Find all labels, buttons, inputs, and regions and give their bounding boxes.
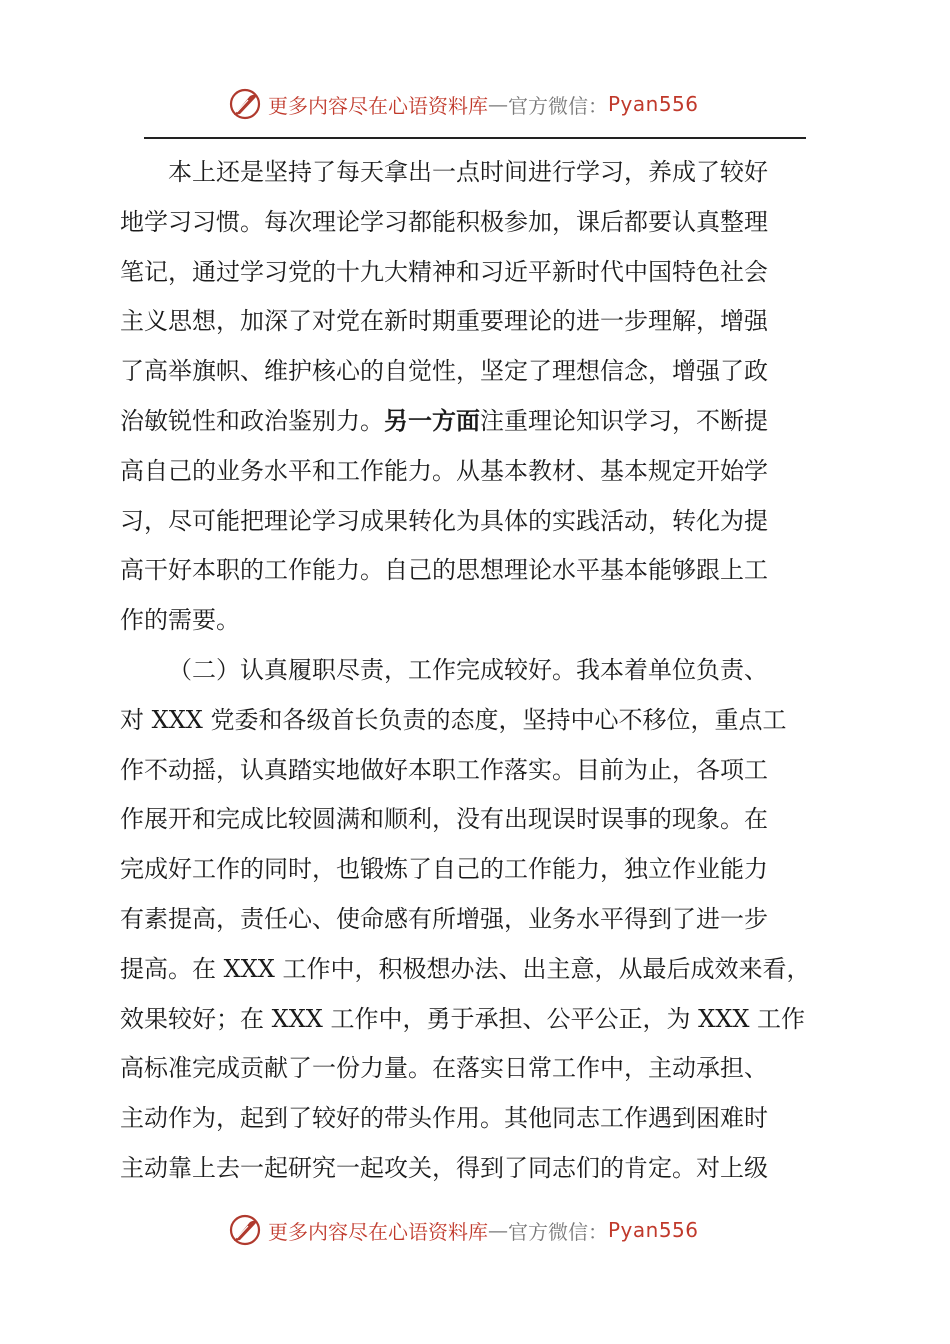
quill-logo-icon — [228, 1213, 262, 1247]
text-line-13: 作不动摇，认真踏实地做好本职工作落实。目前为止，各项工 — [120, 755, 768, 784]
body-text — [120, 148, 820, 1194]
text-line-14: 作展开和完成比较圆满和顺利，没有出现误时误事的现象。在 — [120, 805, 768, 834]
text-line-4: 主义思想，加深了对党在新时期重要理论的进一步理解，增强 — [120, 307, 768, 336]
text-line-9: 高干好本职的工作能力。自己的思想理论水平基本能够跟上工 — [120, 556, 768, 585]
text-line-20: 主动作为，起到了较好的带头作用。其他同志工作遇到困难时 — [120, 1104, 768, 1133]
footer-site-name: 更多内容尽在心语资料库 — [268, 1219, 488, 1244]
text-line-11-end: 我本着单位负责、 — [576, 655, 768, 684]
footer-dash: — — [488, 1218, 508, 1242]
text-line-15: 完成好工作的同时，也锻炼了自己的工作能力，独立作业能力 — [120, 855, 768, 884]
text-line-10: 作的需要。 — [120, 606, 240, 635]
header-site-name: 更多内容尽在心语资料库 — [268, 93, 488, 118]
text-line-21: 主动靠上去一起研究一起攻关，得到了同志们的肯定。对上级 — [120, 1153, 768, 1182]
text-line-12: 对 XXX 党委和各级首长负责的态度，坚持中心不移位，重点工 — [120, 705, 787, 734]
text-line-17: 提高。在 XXX 工作中，积极想办法、出主意，从最后成效来看， — [120, 954, 811, 983]
text-line-6 — [120, 397, 820, 447]
header-account: Pyan556 — [608, 92, 699, 116]
text-line-8: 习，尽可能把理论学习成果转化为具体的实践活动，转化为提 — [120, 506, 768, 535]
text-line-18: 效果较好；在 XXX 工作中，勇于承担、公平公正，为 XXX 工作 — [120, 1004, 806, 1033]
footer-account: Pyan556 — [608, 1218, 699, 1242]
header-dash: — — [488, 92, 508, 116]
quill-logo-icon — [228, 87, 262, 121]
text-line-3: 笔记，通过学习党的十九大精神和习近平新时代中国特色社会 — [120, 257, 768, 286]
text-line-2: 地学习习惯。每次理论学习都能积极参加，课后都要认真整理 — [120, 207, 768, 236]
text-line-6-start: 治敏锐性和政治鉴别力。 — [120, 406, 384, 435]
header-official-label: 官方微信： — [508, 93, 608, 118]
emphasis-another-aspect: 另一方面 — [384, 406, 480, 435]
text-line-11 — [120, 646, 820, 696]
header-banner — [228, 84, 699, 124]
text-line-6-end: 注重理论知识学习，不断提 — [480, 406, 768, 435]
footer-official-label: 官方微信： — [508, 1219, 608, 1244]
text-line-7: 高自己的业务水平和工作能力。从基本教材、基本规定开始学 — [120, 456, 768, 485]
section-heading-2: （二）认真履职尽责，工作完成较好。 — [168, 655, 576, 684]
footer-banner — [228, 1210, 699, 1250]
text-line-5: 了高举旗帜、维护核心的自觉性，坚定了理想信念，增强了政 — [120, 357, 768, 386]
header-divider — [144, 137, 806, 139]
text-line-19: 高标准完成贡献了一份力量。在落实日常工作中，主动承担、 — [120, 1054, 768, 1083]
text-line-16: 有素提高，责任心、使命感有所增强，业务水平得到了进一步 — [120, 904, 768, 933]
text-line-1: 本上还是坚持了每天拿出一点时间进行学习，养成了较好 — [168, 158, 768, 186]
